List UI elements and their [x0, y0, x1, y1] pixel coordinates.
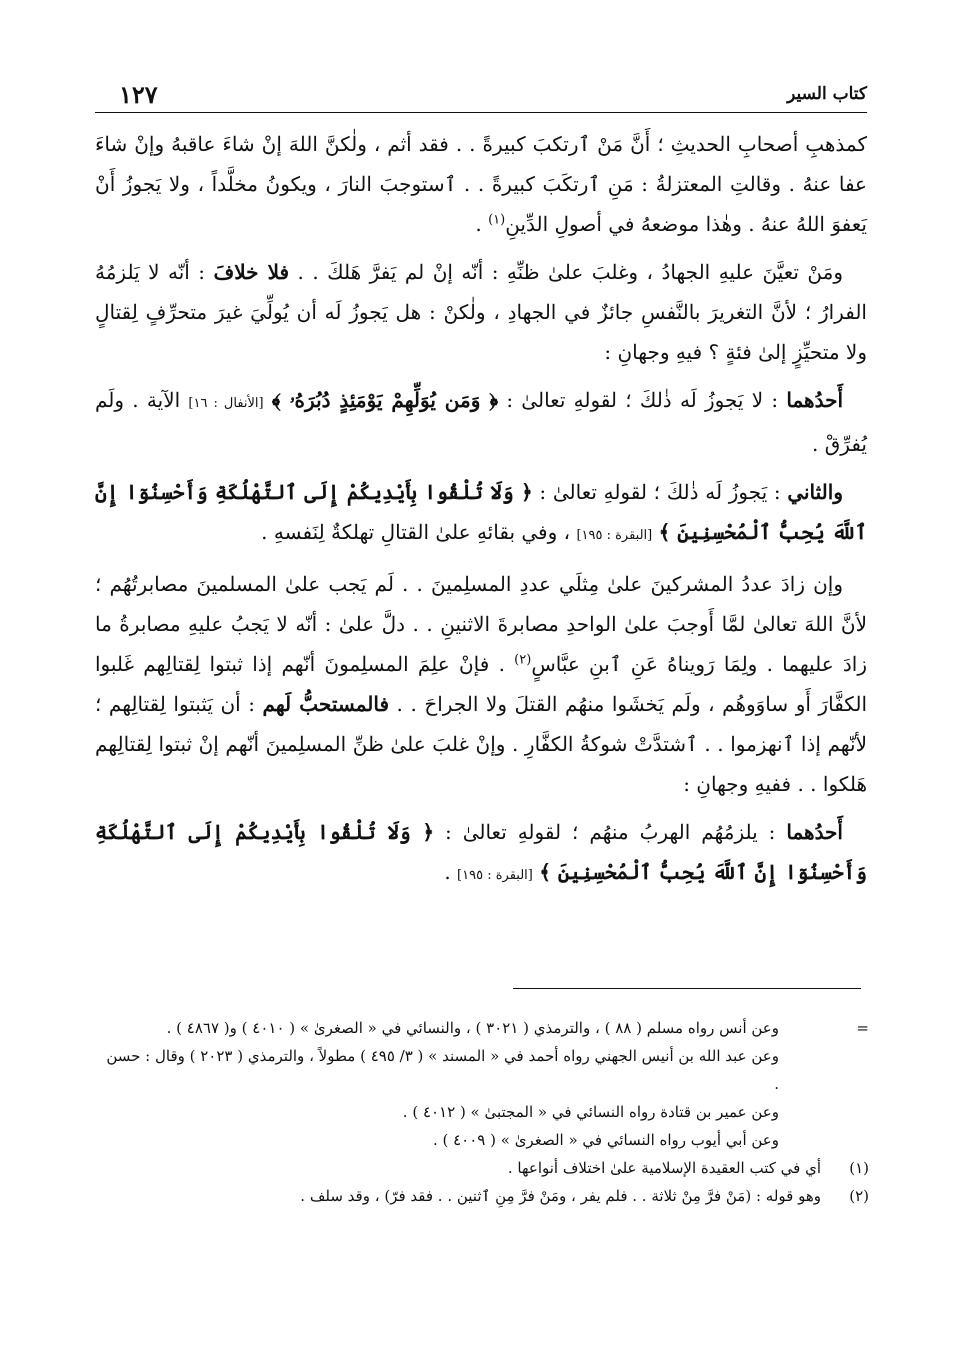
paragraph-text: : يلزمُهُم الهربُ منهُم ؛ لقولهِ تعالىٰ :	[434, 820, 776, 844]
quran-verse: ﴿ وَلَا تُلْقُوا بِأَيْدِيكُمْ إِلَى ٱلتَّهْلُكَةِ وَأَحْسِنُوٓا إِنَّ ٱللَّهَ يُحِبُّ ٱلْمُحْسِنِينَ ﴾	[95, 820, 867, 884]
paragraph-2	[95, 252, 867, 372]
footnote-divider	[513, 988, 861, 989]
continuation-marker: =	[856, 1019, 869, 1037]
paragraph-4	[95, 472, 867, 556]
running-title: كتاب السير	[787, 84, 867, 104]
page-header	[95, 82, 867, 113]
footnote-1	[99, 1154, 869, 1182]
bold-term: أَحدُهما	[786, 820, 843, 844]
paragraph-text: وإن زادَ عددُ المشركينَ علىٰ مِثلَي عددِ المسلِمينَ . . لَم يَجب علىٰ المسلمينَ مصابرتُهُم ؛ لأنَّ اللهَ تعالىٰ لمَّا أَوجبَ علىٰ الواحدِ مصابرةَ الاثنينِ . . دلَّ علىٰ : أنّه لا يَجبُ عليهِ مصابرةُ ما زادَ عليهما . ولِمَا رَويناهُ عَنِ ٱبنِ عبَّاسٍ	[95, 572, 867, 676]
paragraph-5	[95, 564, 867, 804]
paragraph-1	[95, 124, 867, 244]
paragraph-text: : يَجوزُ لَه ذٰلكَ ؛ لقولهِ تعالىٰ :	[532, 480, 781, 504]
verse-reference: [البقرة : ١٩٥]	[457, 868, 533, 883]
bold-term: أَحدُهما	[786, 388, 843, 412]
footnote-number: (١)	[849, 1159, 869, 1177]
paragraph-text: : لا يَجوزُ لَه ذٰلكَ ؛ لقولهِ تعالىٰ :	[498, 388, 779, 412]
footnote-continuation	[99, 1042, 869, 1098]
bold-term: والثاني	[787, 480, 843, 504]
footnote-2	[99, 1182, 869, 1210]
verse-reference: [الأنفال : ١٦]	[188, 396, 264, 411]
footnote-number: (٢)	[849, 1187, 869, 1205]
paragraph-text: ، وفي بقائهِ علىٰ القتالِ تهلكةٌ لِنَفسهِ .	[261, 520, 577, 544]
footnote-ref-2: (٢)	[514, 652, 532, 668]
paragraph-text: ومَنْ تعيَّنَ عليهِ الجهادُ ، وغلبَ علىٰ ظنِّهِ : أنّه إنْ لم يَفرَّ هَلكَ . .	[289, 260, 843, 284]
paragraph-text: : أن يَثبتوا لِقتالِهم ؛ لأنّهم إذا ٱنهزموا . . ٱشتدَّتْ شوكةُ الكفَّارِ . وإنْ غلبَ علىٰ ظنِّ المسلِمينَ أنّهم إنْ ثبتوا لِقتالِهم هَلكوا . . ففيهِ وجهانِ :	[95, 692, 867, 796]
paragraph-text: .	[475, 212, 489, 236]
quran-verse: ﴿ وَمَن يُوَلِّهِمْ يَوْمَئِذٍ دُبُرَهُۥ ﴾	[271, 388, 499, 412]
footnote-text: وعن عمير بن قتادة رواه النسائي في « المجتبىٰ » ( ٤٠١٢ ) .	[402, 1103, 779, 1121]
footnote-text: أي في كتب العقيدة الإسلامية علىٰ اختلاف أنواعها .	[507, 1159, 821, 1177]
quran-verse: ﴿ وَلَا تُلْقُوا بِأَيْدِيكُمْ إِلَى ٱلتَّهْلُكَةِ وَأَحْسِنُوٓا إِنَّ ٱللَّهَ يُحِبُّ ٱلْمُحْسِنِينَ ﴾	[95, 480, 867, 544]
main-text	[95, 124, 867, 904]
paragraph-text: .	[444, 860, 458, 884]
paragraph-text: الآية . ولَم يُفرِّقْ .	[95, 388, 867, 456]
footnote-text: وعن أنس رواه مسلم ( ٨٨ ) ، والترمذي ( ٣٠٢١ ) ، والنسائي في « الصغرىٰ » ( ٤٠١٠ ) و( ٤٨٦٧ ) .	[166, 1019, 779, 1037]
paragraph-text: كمذهبِ أصحابِ الحديثِ ؛ أَنَّ مَنْ ٱرتكبَ كبيرةً . . فقد أثم ، ولٰكنَّ اللهَ إنْ شاءَ عاقبهُ وإنْ شاءَ عفا عنهُ . وقالتِ المعتزلةُ : مَنِ ٱرتكَبَ كبيرةً . . ٱستوجبَ النارَ ، ويكونُ مخلَّداً ، ولا يَجوزُ أَنْ يَعفوَ اللهُ عنهُ . وهٰذا موضعهُ في أصولِ الدِّينِ	[95, 132, 867, 236]
footnote-continuation	[99, 1014, 869, 1042]
bold-term: فالمستحبُّ لَهم	[262, 692, 390, 716]
footnote-continuation	[99, 1098, 869, 1126]
paragraph-text: . فإنْ علِمَ المسلِمونَ أنّهم إذا ثبتوا لِقتالِهم غَلبوا الكفَّارَ أَو ساوَوهُم ، ولَم يَخشَوا منهُم القتلَ ولا الجراحَ . .	[95, 652, 868, 716]
paragraph-3	[95, 380, 867, 464]
bold-term: فلا خلافَ	[213, 260, 290, 284]
verse-reference: [البقرة : ١٩٥]	[576, 528, 653, 543]
paragraph-text: : أنّه لا يَلزمُهُ الفرارُ ؛ لأنَّ التغريرَ بالنَّفسِ جائزٌ في الجهادِ ، ولٰكنْ : هل يَجوزُ لَه أن يُولِّيَ غيرَ متحرِّفٍ لِقتالٍ ولا متحيِّزٍ إلىٰ فئةٍ ؟ فيهِ وجهانِ :	[95, 260, 867, 364]
footnote-continuation	[99, 1126, 869, 1154]
page-number: ١٢٧	[119, 80, 158, 109]
footnote-text: وعن أبي أيوب رواه النسائي في « الصغرىٰ » ( ٤٠٠٩ ) .	[432, 1131, 779, 1149]
footnotes	[99, 1014, 869, 1210]
footnote-text: وعن عبد الله بن أنيس الجهني رواه أحمد في « المسند » ( ٣/ ٤٩٥ ) مطولاً ، والترمذي ( ٢٠٢٣ ) وقال : حسن .	[106, 1047, 779, 1093]
paragraph-6	[95, 812, 867, 896]
footnote-ref-1: (١)	[488, 212, 506, 228]
footnote-text: وهو قوله : (مَنْ فرَّ مِنْ ثلاثة . . فلم يفر ، ومَنْ فرَّ مِنِ ٱثنين . . فقد فرّ) ، وقد سلف .	[300, 1187, 821, 1205]
